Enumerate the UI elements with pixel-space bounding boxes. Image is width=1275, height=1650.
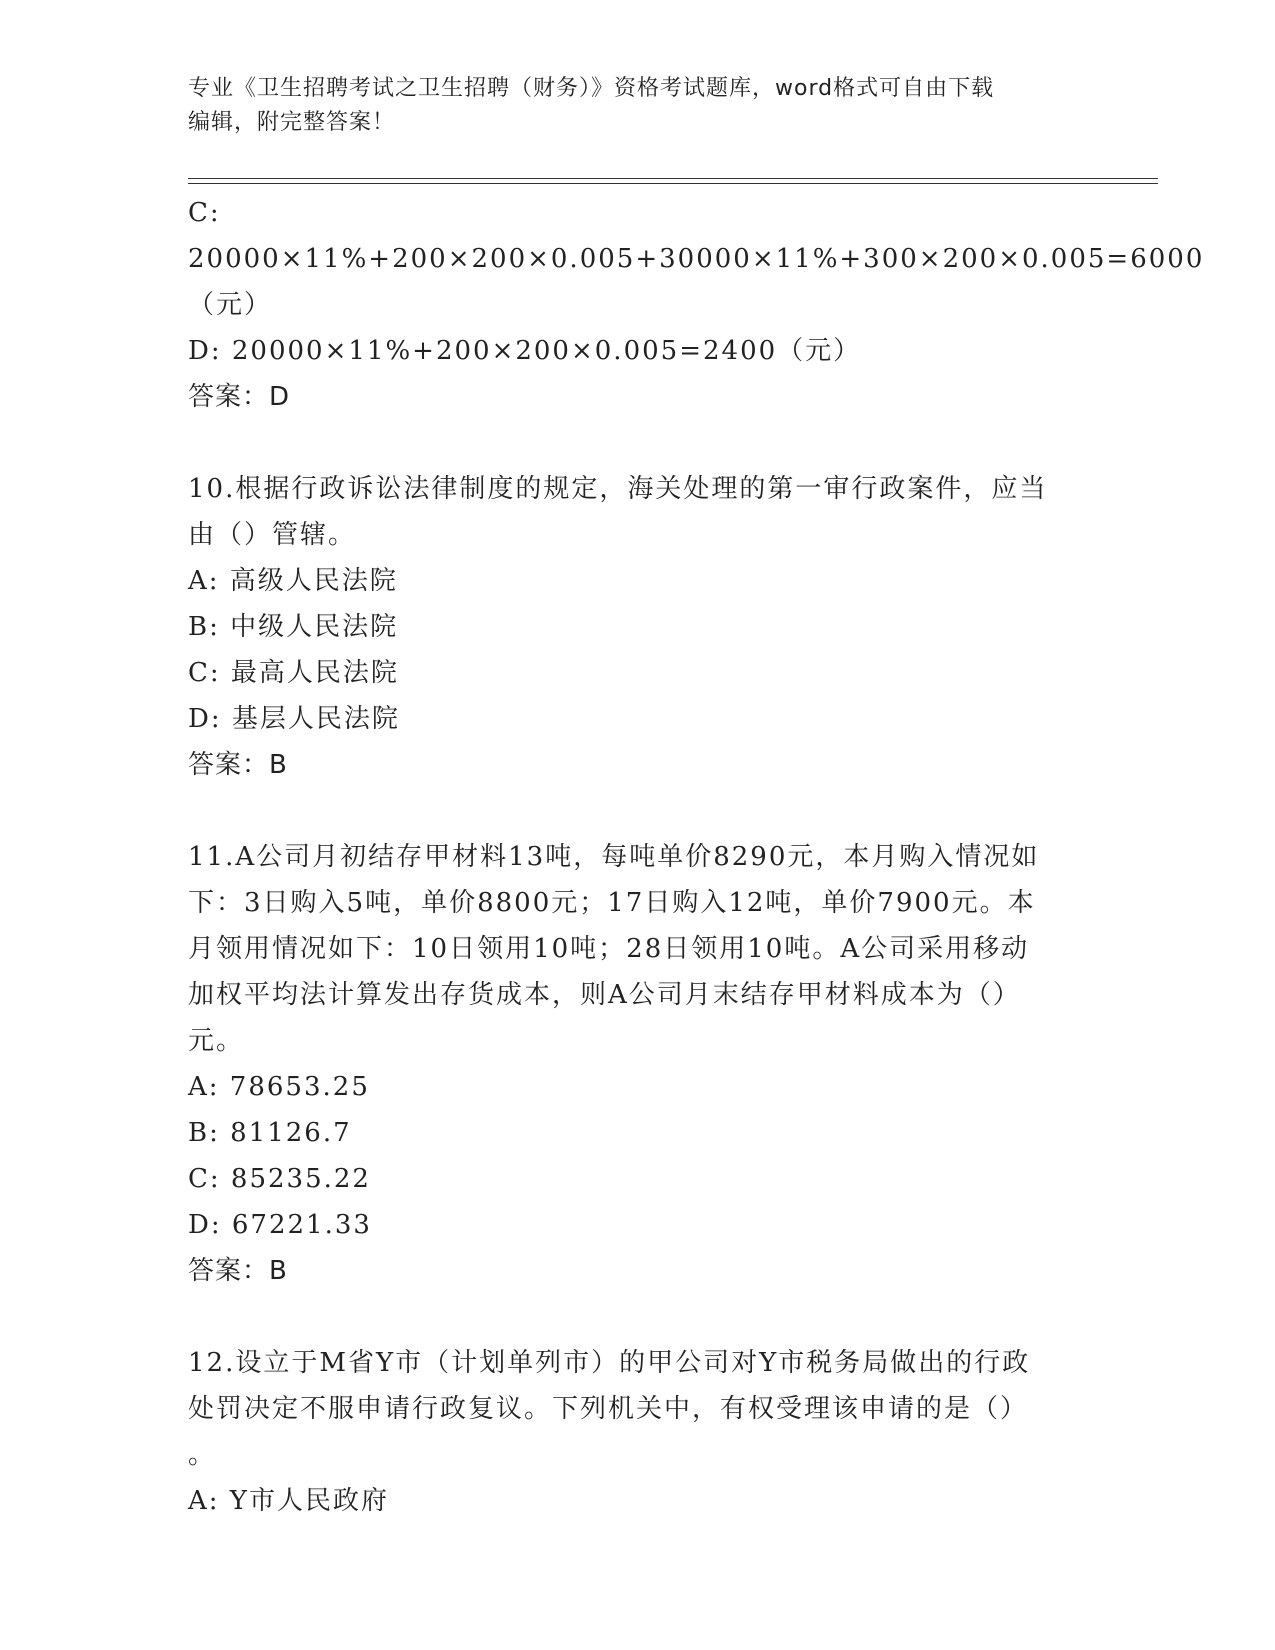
header-line-2: 编辑，附完整答案！	[188, 110, 396, 135]
question-stem-line: 下：3日购入5吨，单价8800元；17日购入12吨，单价7900元。本	[188, 888, 1036, 918]
answer-label: 答案：D	[188, 382, 291, 412]
question-11	[188, 834, 1088, 1294]
option-b: B: 81126.7	[188, 1118, 352, 1148]
answer-label: 答案：B	[188, 1256, 288, 1286]
question-stem-line: 12.设立于M省Y市（计划单列市）的甲公司对Y市税务局做出的行政	[188, 1348, 1031, 1378]
option-a: A: 78653.25	[188, 1072, 370, 1102]
answer-label: 答案：B	[188, 750, 288, 780]
option-d: D: 基层人民法院	[188, 704, 400, 734]
option-c: C: 最高人民法院	[188, 658, 399, 688]
question-stem-line: 。	[188, 1440, 217, 1470]
option-d: D: 67221.33	[188, 1210, 372, 1240]
question-stem-line: 加权平均法计算发出存货成本，则A公司月末结存甲材料成本为（）	[188, 980, 1021, 1010]
question-stem-line: 11.A公司月初结存甲材料13吨，每吨单价8290元，本月购入情况如	[188, 842, 1040, 872]
question-stem-line: 月领用情况如下：10日领用10吨；28日领用10吨。A公司采用移动	[188, 934, 1030, 964]
prev-question	[188, 190, 1205, 420]
option-c-continued: （元）	[188, 290, 273, 320]
header-divider-top	[188, 178, 1158, 179]
option-b: B: 中级人民法院	[188, 612, 399, 642]
question-stem-line: 元。	[188, 1026, 245, 1056]
header-divider-bottom	[188, 183, 1158, 184]
question-10	[188, 466, 1088, 788]
option-c: C: 85235.22	[188, 1164, 371, 1194]
option-d: D: 20000×11%+200×200×0.005=2400（元）	[188, 336, 862, 366]
question-stem-line: 10.根据行政诉讼法律制度的规定，海关处理的第一审行政案件，应当	[188, 474, 1048, 504]
question-stem-line: 处罚决定不服申请行政复议。下列机关中，有权受理该申请的是（）	[188, 1394, 1029, 1424]
question-stem-line: 由（）管辖。	[188, 520, 357, 550]
option-c: C: 20000×11%+200×200×0.005+30000×11%+300×200×0.005=6000	[188, 198, 1205, 274]
header-line-1: 专业《卫生招聘考试之卫生招聘（财务）》资格考试题库，word格式可自由下载	[188, 76, 995, 101]
question-content	[188, 190, 1205, 1524]
option-a: A: 高级人民法院	[188, 566, 398, 596]
option-a: A: Y市人民政府	[188, 1486, 389, 1516]
document-header	[188, 72, 1088, 140]
question-12	[188, 1340, 1088, 1524]
